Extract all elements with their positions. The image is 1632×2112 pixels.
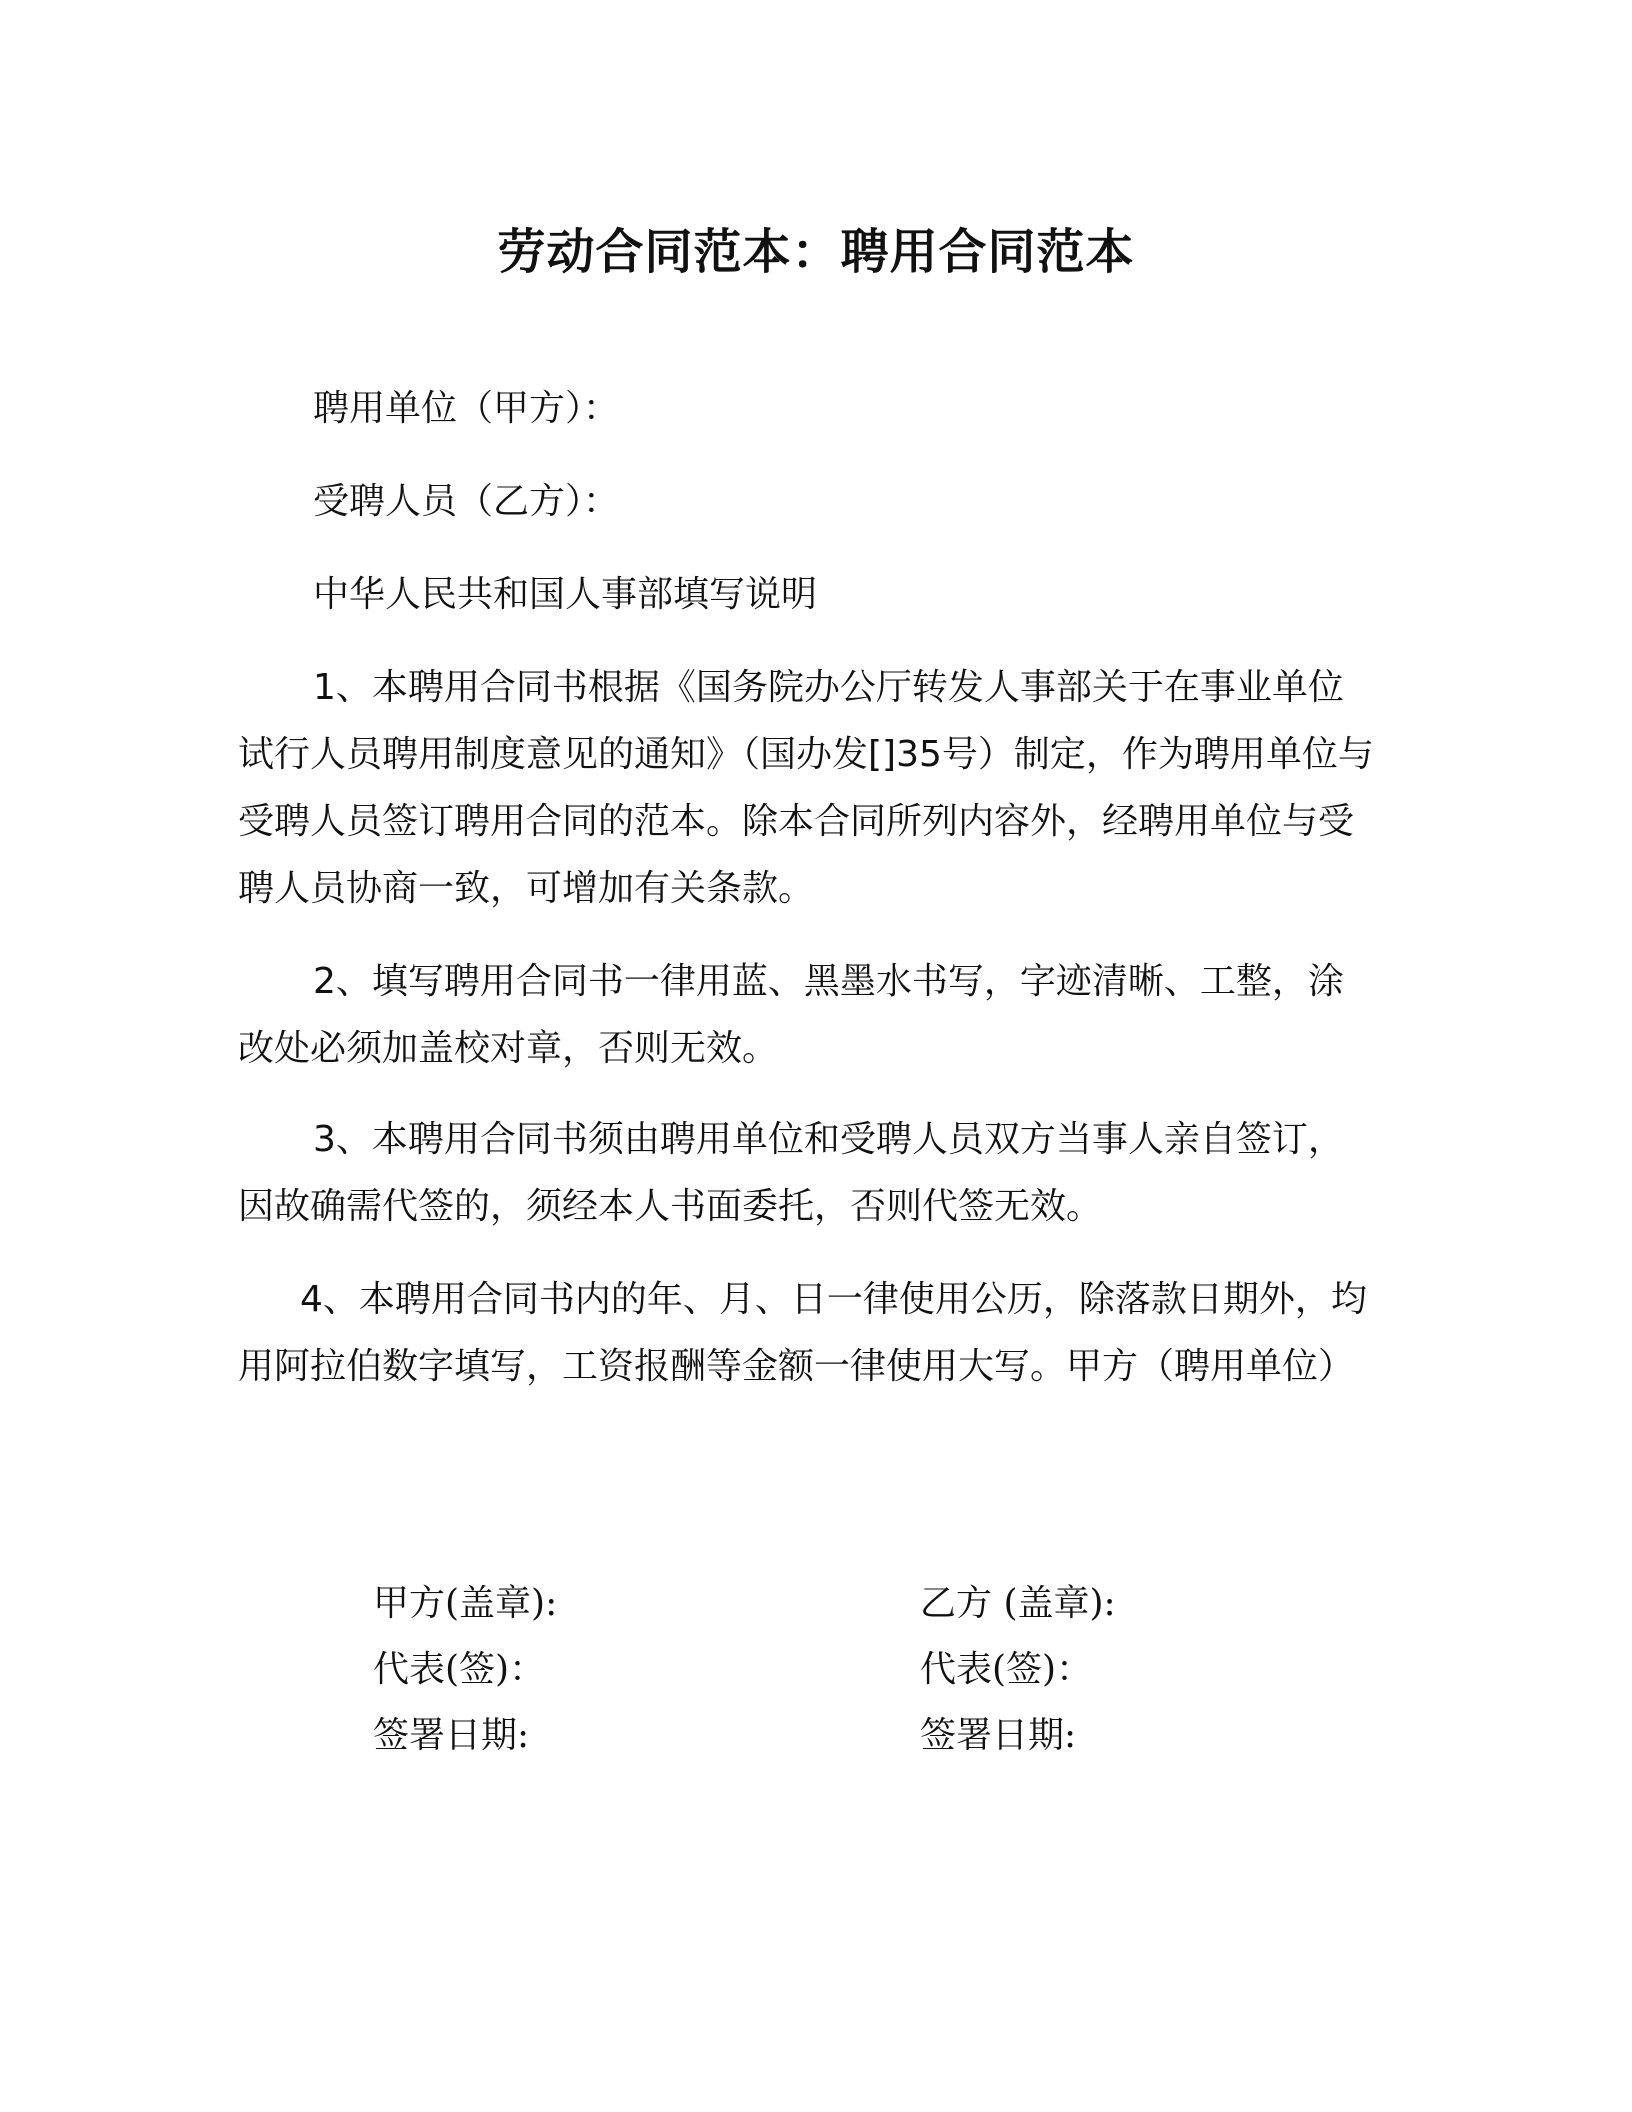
instructions-heading: 中华人民共和国人事部填写说明 <box>313 574 818 615</box>
party-b-date-label: 签署日期: <box>920 1715 1077 1756</box>
party-a-representative-label: 代表(签)： <box>373 1649 546 1690</box>
instruction-paragraph-1: 1、本聘用合同书根据《国务院办公厅转发人事部关于在事业单位试行人员聘用制度意见的通知》（国办发[]35号）制定，作为聘用单位与受聘人员签订聘用合同的范本。除本合同所列内容外，经聘用单位与受聘人员协商一致，可增加有关条款。 <box>238 667 1374 909</box>
instruction-paragraph-2: 2、填写聘用合同书一律用蓝、黑墨水书写，字迹清晰、工整，涂改处必须加盖校对章，否则无效。 <box>238 961 1344 1069</box>
instruction-paragraph-4: 4、本聘用合同书内的年、月、日一律使用公历，除落款日期外，均用阿拉伯数字填写，工资报酬等金额一律使用大写。甲方（聘用单位） <box>238 1279 1367 1387</box>
employer-field-label: 聘用单位（甲方）： <box>313 388 620 429</box>
party-b-representative-label: 代表(签)： <box>920 1649 1093 1690</box>
document-title: 劳动合同范本：聘用合同范本 <box>497 224 1135 280</box>
party-b-seal-label: 乙方 (盖章): <box>920 1583 1116 1624</box>
party-a-date-label: 签署日期: <box>373 1715 530 1756</box>
instruction-paragraph-3: 3、本聘用合同书须由聘用单位和受聘人员双方当事人亲自签订，因故确需代签的，须经本人书面委托，否则代签无效。 <box>238 1119 1344 1227</box>
employee-field-label: 受聘人员（乙方）： <box>313 481 620 522</box>
party-a-seal-label: 甲方(盖章): <box>373 1583 558 1624</box>
